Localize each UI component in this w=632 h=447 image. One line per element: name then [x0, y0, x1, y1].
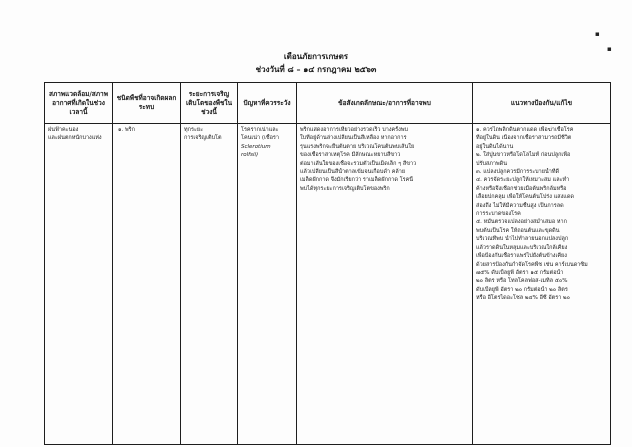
symptoms-line: ต่อมาเส้นใยของเชื้อจะรวมตัวเป็นเม็ดเล็ก ๆ สีขาว — [300, 160, 417, 167]
measures-line: การระบาดของโรค — [476, 211, 521, 218]
measures-line: ๑. ควรไถพลิกดินตากแดด เพื่อฆ่าเชื้อโรค — [476, 127, 574, 133]
measures-line: ๗๕% ดับเบิ้ลยูพี อัตรา ๑๕ กรัมต่อน้ำ — [476, 269, 564, 276]
header-measures: แนวทางป้องกัน/แก้ไข — [473, 83, 611, 124]
crop-name: ๑. พริก — [118, 127, 135, 133]
table-header-row — [45, 83, 611, 124]
measures-line: ๔. ควรจัดระยะปลูกให้เหมาะสม และทำ — [476, 177, 570, 184]
measures-line: ปรับสภาพดิน — [476, 160, 507, 167]
measures-line: ๓. แปลงปลูกควรมีการระบายน้ำที่ดี — [476, 169, 560, 176]
header-condition: สภาพแวดล้อม/สภาพอากาศที่เกิดในช่วงเวลานี้ — [45, 83, 113, 124]
cell-problem — [238, 124, 297, 445]
measures-line: ดับเบิ้ลยูพี อัตรา ๒๐ กรัมต่อน้ำ ๒๐ ลิตร — [476, 286, 568, 293]
header-crop: ชนิดพืชที่อาจเกิดผลกระทบ — [113, 83, 181, 124]
margin-mark: ▪ — [595, 30, 600, 38]
measures-line: ๒. ใส่ปูนขาวหรือโดโลไมท์ ก่อนปลูกเพื่อ — [476, 152, 571, 159]
symptoms-line: พบได้ทุกระยะการเจริญเติบโตของพริก — [300, 185, 390, 192]
measures-line: ด้วยสารป้องกันกำจัดโรคพืช เช่น คาร์เบนดาซิม — [476, 261, 588, 268]
cell-stage — [181, 124, 238, 445]
advisory-table — [44, 82, 611, 445]
measures-line: อยู่ในดินได้นาน — [476, 143, 514, 150]
problem-scientific-name: rolfsii) — [241, 152, 259, 159]
measures-line: แล้วราดดินในหลุมและบริเวณใกล้เคียง — [476, 244, 568, 251]
symptoms-line: รุนแรงพริกจะยืนต้นตาย บริเวณโคนต้นพบเส้นใย — [300, 143, 415, 150]
cell-measures — [473, 124, 611, 445]
condition-line: ฝนฟ้าคะนอง — [48, 127, 79, 133]
cell-symptoms — [297, 124, 473, 445]
measures-line: ค้างหรือจึงเชือกช่วยเมื่อต้นพริกล้มหรือ — [476, 185, 567, 192]
symptoms-text — [300, 126, 469, 193]
measures-line: เลื้อยปกคลุม เพื่อให้โคนต้นโปร่ง แสงแดด — [476, 194, 574, 201]
measures-line: บริเวณที่พบ นำไปทำลายนอกแปลงปลูก — [476, 236, 569, 243]
symptoms-line: ใบที่อยู่ด้านล่างเปลี่ยนเป็นสีเหลือง หากอาการ — [300, 135, 407, 142]
problem-line: โรครากเน่าและ — [241, 127, 279, 133]
measures-line: หรือ อีโตรไดอะโซล ๒๔% อีซี อัตรา ๒๐ — [476, 295, 571, 302]
symptoms-line: เมล็ดผักกาด จึงมักเรียกว่า ราเมล็ดผักกาด โรคนี้ — [300, 177, 414, 184]
page-subtitle: ช่วงวันที่ ๘ – ๑๔ กรกฎาคม ๒๕๖๓ — [255, 65, 377, 74]
measures-line: ๕. หมั่นตรวจแปลงอย่างสม่ำเสมอ หาก — [476, 219, 567, 226]
header-problem: ปัญหาที่ควรระวัง — [238, 83, 297, 124]
stage-line: การเจริญเติบโต — [184, 135, 222, 142]
measures-text — [476, 126, 607, 303]
margin-mark: ▪ — [607, 45, 612, 53]
header-stage: ระยะการเจริญเติบโตของพืชในช่วงนี้ — [181, 83, 238, 124]
cell-crop — [113, 124, 181, 445]
cell-condition — [45, 124, 113, 445]
stage-line: ทุกระยะ — [184, 127, 204, 133]
measures-line: ส่องถึง ไม่ให้มีความชื้นสูง เป็นการลด — [476, 202, 564, 209]
measures-line: ๒๐ ลิตร หรือ โทลโคลฟอส-เมทิล ๕๐% — [476, 278, 568, 285]
table-row — [45, 124, 611, 445]
problem-line: โคนเน่า (เชื้อรา — [241, 135, 279, 142]
condition-line: และฝนตกหนักบางแห่ง — [48, 135, 102, 142]
symptoms-line: แล้วเปลี่ยนเป็นสีน้ำตาลเข้มจนเกือบดำ คล้าย — [300, 169, 406, 176]
header-symptoms: ข้อสังเกตลักษณะ/อาการที่อาจพบ — [297, 83, 473, 124]
measures-line: ที่อยู่ในดิน เนื่องจากเชื้อราสามารถมีชีวิต — [476, 135, 572, 142]
measures-line: พบต้นเป็นโรค ให้ถอนต้นและขุดดิน — [476, 227, 560, 234]
page-title: เตือนภัยการเกษตร — [283, 52, 349, 61]
symptoms-line: พริกแสดงอาการเหี่ยวอย่างรวดเร็ว บางครั้งพบ — [300, 127, 408, 133]
symptoms-line: ของเชื้อราสาเหตุโรค มีลักษณะหยาบสีขาว — [300, 152, 401, 159]
problem-scientific-name: Sclerotium — [241, 143, 271, 150]
measures-line: เพื่อป้องกันเชื้อราแพร่ไปยังต้นข้างเคียง — [476, 253, 567, 260]
